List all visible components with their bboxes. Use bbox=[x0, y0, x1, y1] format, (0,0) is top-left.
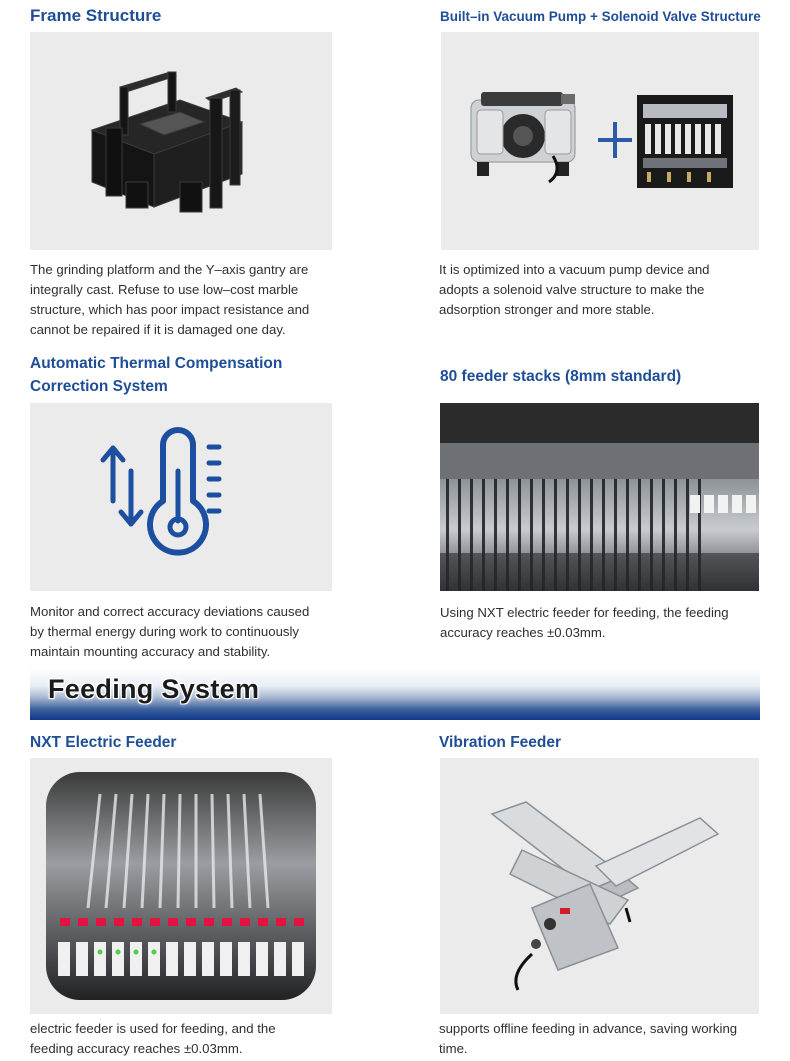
desc-line: supports offline feeding in advance, saving working bbox=[439, 1021, 738, 1036]
desc-line: by thermal energy during work to continuously bbox=[30, 624, 300, 639]
desc-line: maintain mounting accuracy and stability. bbox=[30, 644, 271, 659]
desc-line: integrally cast. Refuse to use low–cost marble bbox=[30, 282, 299, 297]
desc-line: Using NXT electric feeder for feeding, the feeding bbox=[440, 605, 729, 620]
plus-icon bbox=[598, 122, 632, 158]
frame-structure-title: Frame Structure bbox=[30, 6, 162, 25]
nxt-feeder-image bbox=[30, 758, 332, 1014]
vibration-feeder-description bbox=[439, 1019, 779, 1059]
vibration-feeder-image bbox=[440, 758, 759, 1014]
desc-line: The grinding platform and the Y–axis gantry are bbox=[30, 262, 309, 277]
thermal-compensation-description bbox=[30, 602, 350, 662]
thermometer-with-arrows-icon bbox=[30, 403, 332, 591]
nxt-feeder-description bbox=[30, 1019, 350, 1059]
desc-line: accuracy reaches ±0.03mm. bbox=[440, 625, 606, 640]
desc-line: time. bbox=[439, 1041, 468, 1056]
thermal-compensation-image bbox=[30, 403, 332, 591]
thermal-compensation-title bbox=[30, 352, 282, 398]
desc-line: Monitor and correct accuracy deviations caused bbox=[30, 604, 310, 619]
frame-structure-image bbox=[30, 32, 332, 250]
banner-title: Feeding System bbox=[48, 674, 260, 704]
desc-line: structure, which has poor impact resistance and bbox=[30, 302, 310, 317]
desc-line: feeding accuracy reaches ±0.03mm. bbox=[30, 1041, 243, 1056]
desc-line: It is optimized into a vacuum pump device and bbox=[439, 262, 710, 277]
vacuum-pump-title: Built–in Vacuum Pump + Solenoid Valve Structure bbox=[440, 9, 761, 24]
title-line: Correction System bbox=[30, 378, 168, 395]
desc-line: electric feeder is used for feeding, and the bbox=[30, 1021, 276, 1036]
feeder-stacks-image bbox=[440, 403, 759, 591]
desc-line: adopts a solenoid valve structure to make the bbox=[439, 282, 705, 297]
feeder-stacks-description bbox=[440, 603, 770, 643]
desc-line: adsorption stronger and more stable. bbox=[439, 302, 655, 317]
nxt-feeder-title: NXT Electric Feeder bbox=[30, 734, 177, 751]
frame-structure-description bbox=[30, 260, 340, 340]
vibration-feeder-title: Vibration Feeder bbox=[439, 734, 562, 751]
desc-line: cannot be repaired if it is damaged one day. bbox=[30, 322, 286, 337]
feeding-system-banner bbox=[30, 668, 760, 720]
vacuum-pump-description bbox=[439, 260, 769, 320]
vacuum-pump-image bbox=[441, 32, 759, 250]
title-line: Automatic Thermal Compensation bbox=[30, 355, 283, 372]
feeder-stacks-title: 80 feeder stacks (8mm standard) bbox=[440, 368, 682, 385]
